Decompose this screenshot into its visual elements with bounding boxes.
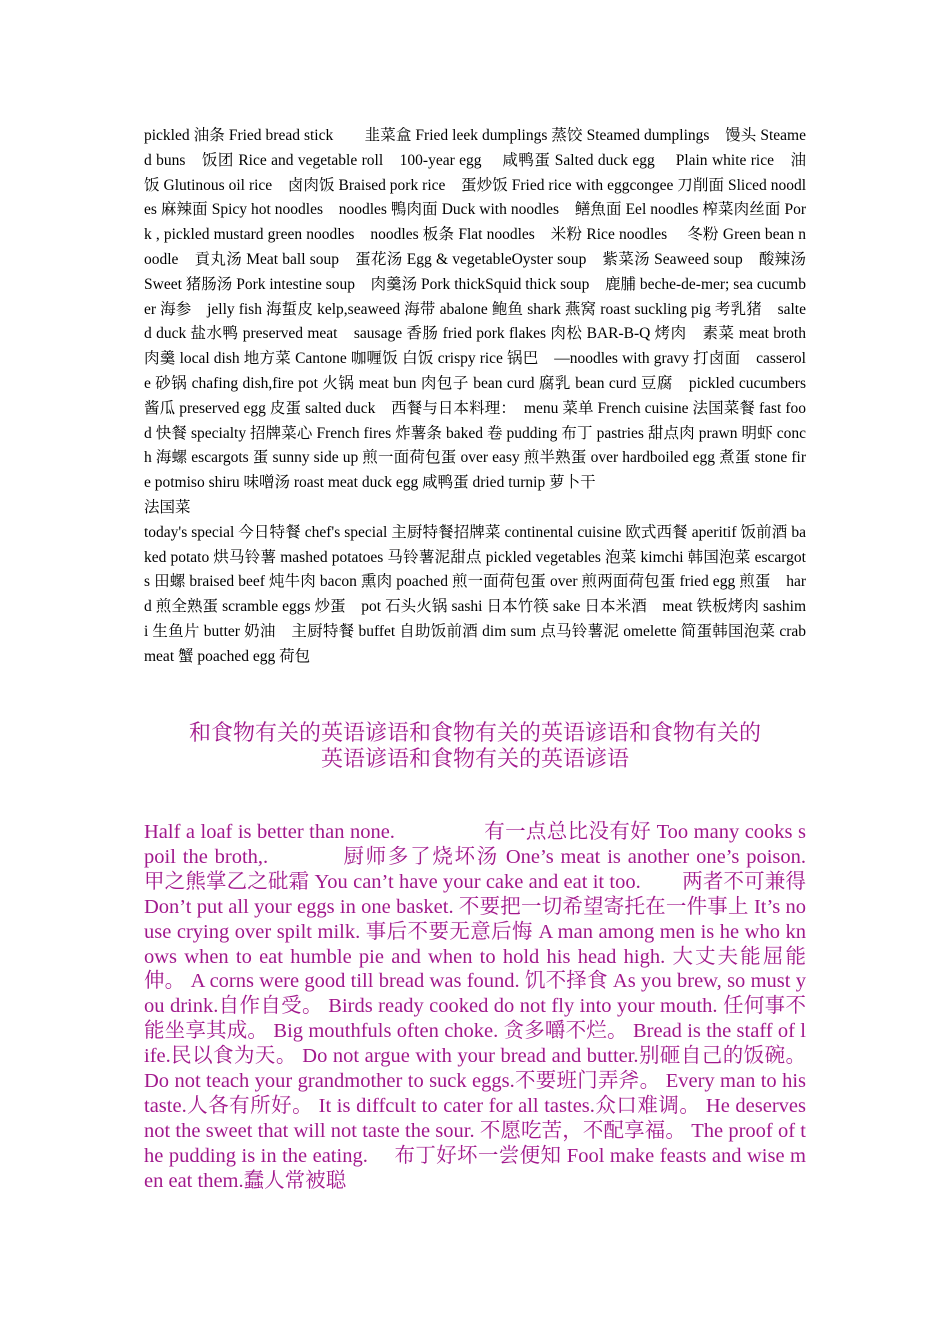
proverbs-title-line-1: 和食物有关的英语谚语和食物有关的英语谚语和食物有关的	[188, 720, 761, 745]
glossary-paragraph-continued: today's special 今日特餐 chef's special 主厨特餐招牌菜 continental cuisine 欧式西餐 aperitif 饭前酒 baked potato 烘马铃薯 mashed potatoes 马铃薯泥甜点 pickled vegetables 泡菜 kimchi 韩国泡菜 escargots 田螺 braised beef 炖牛肉 bacon 熏肉 poached 煎一面荷包蛋 over 煎两面荷包蛋 fried egg 煎蛋 hard 煎全熟蛋 scramble eggs 炒蛋 pot 石头火锅 sashi 日本竹筷 sake 日本米酒 meat 铁板烤肉 sashimi 生鱼片 butter 奶油 主厨特餐 buffet 自助饭前酒 dim sum 点马铃薯泥 omelette 简蛋韩国泡菜 crab meat 蟹 poached egg 荷包	[144, 523, 806, 665]
glossary-paragraph: pickled 油条 Fried bread stick 韭菜盒 Fried leek dumplings 蒸饺 Steamed dumplings 馒头 Steamed buns 饭团 Rice and vegetable roll 100-year egg 咸鸭蛋 Salted duck egg Plain white rice 油饭 Glutinous oil rice 卤肉饭 Braised pork rice 蛋炒饭 Fried rice with eggcongee 刀削面 Sliced noodles 麻辣面 Spicy hot noodles noodles 鴨肉面 Duck with noodles 鳝魚面 Eel noodles 榨菜肉丝面 Pork , pickled mustard green noodles noodles 板条 Flat noodles 米粉 Rice noodles 冬粉 Green bean noodle 貢丸汤 Meat ball soup 蛋花汤 Egg & vegetableOyster soup 紫菜汤 Seaweed soup 酸辣汤 Sweet 猪肠汤 Pork intestine soup 肉羹汤 Pork thickSquid thick soup 鹿脯 beche-de-mer; sea cucumber 海参 jelly fish 海蜇皮 kelp,seaweed 海带 abalone 鲍鱼 shark 燕窝 roast suckling pig 考乳猪 salted duck 盐水鸭 preserved meat sausage 香肠 fried pork flakes 肉松 BAR-B-Q 烤肉 素菜 meat broth 肉羹 local dish 地方菜 Cantone 咖喱饭 白饭 crispy rice 锅巴 —noodles with gravy 打卤面 casserole 砂锅 chafing dish,fire pot 火锅 meat bun 肉包子 bean curd 腐乳 bean curd 豆腐 pickled cucumbers 酱瓜 preserved egg 皮蛋 salted duck 西餐与日本料理： menu 菜单 French cuisine 法国菜餐 fast food 快餐 specialty 招牌菜心 French fires 炸薯条 baked 卷 pudding 布丁 pastries 甜点肉 prawn 明虾 conch 海螺 escargots 蛋 sunny side up 煎一面荷包蛋 over easy 煎半熟蛋 over hardboiled egg 煮蛋 stone fire potmiso shiru 味噌汤 roast meat duck egg 咸鸭蛋 dried turnip 萝卜干	[144, 127, 806, 492]
proverbs-title	[144, 720, 806, 772]
proverbs-section	[144, 820, 853, 1194]
glossary-heading: 法国菜	[144, 498, 191, 516]
food-glossary-section	[144, 124, 806, 670]
proverbs-paragraph: Half a loaf is better than none. 有一点总比没有好 Too many cooks spoil the broth,. 厨师多了烧坏汤 One’s meat is another one’s poison. 甲之熊掌乙之砒霜 You can’t have your cake and eat it too. 两者不可兼得 Don’t put all your eggs in one basket. 不要把一切希望寄托在一件事上 It’s no use crying over spilt milk. 事后不要无意后悔 A man among men is he who knows when to eat humble pie and when to hold his head high. 大丈夫能屈能伸。 A corns were good till bread was found. 饥不择食 As you brew, so must you drink.自作自受。 Birds ready cooked do not fly into your mouth. 任何事不能坐享其成。 Big mouthfuls often choke. 贪多嚼不烂。 Bread is the staff of life.民以食为天。 Do not argue with your bread and butter.别砸自己的饭碗。 Do not teach your grandmother to suck eggs.不要班门弄斧。 Every man to his taste.人各有所好。 It is diffcult to cater for all tastes.众口难调。 He deserves not the sweet that will not taste the sour. 不愿吃苦，不配享福。 The proof of the pudding is in the eating. 布丁好坏一尝便知 Fool make feasts and wise men eat them.蠢人常被聪	[144, 821, 853, 1192]
proverbs-title-line-2: 英语谚语和食物有关的英语谚语	[320, 746, 629, 771]
